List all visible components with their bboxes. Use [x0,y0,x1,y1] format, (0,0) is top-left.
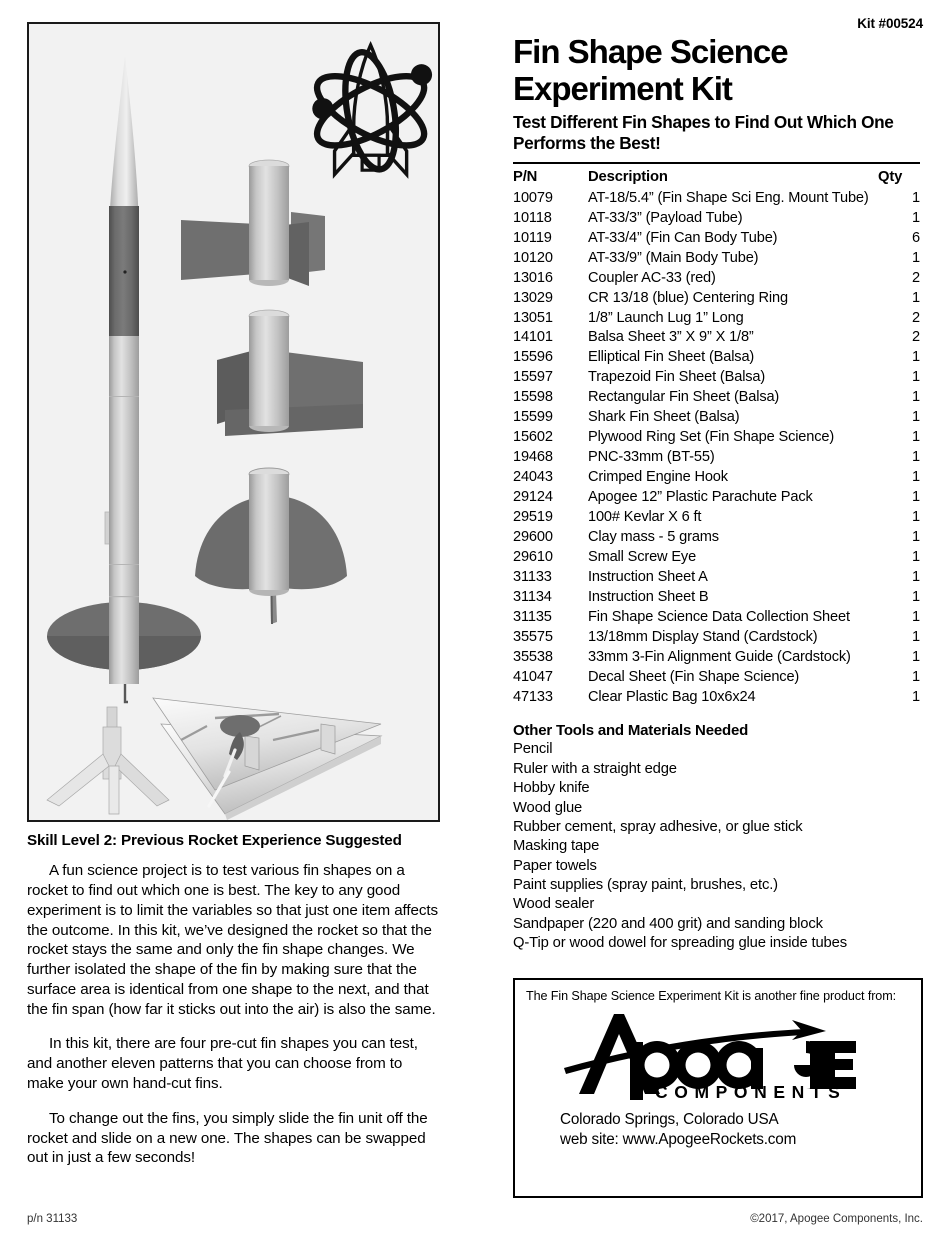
table-row [513,687,920,707]
skill-level-heading: Skill Level 2: Previous Rocket Experience Suggested [27,832,402,849]
list-item: Rubber cement, spray adhesive, or glue stick [513,818,803,835]
cell-pn: 10079 [513,189,553,206]
parts-table-head [513,169,920,188]
table-row [513,488,920,508]
cell-description: PNC-33mm (BT-55) [588,449,715,466]
table-row [513,388,920,408]
cell-description: AT-33/4” (Fin Can Body Tube) [588,229,778,246]
cell-description: Coupler AC-33 (red) [588,269,716,286]
list-item: Q-Tip or wood dowel for spreading glue inside tubes [513,935,847,952]
cell-description: Crimped Engine Hook [588,469,728,486]
cell-qty: 1 [912,629,920,645]
cell-pn: 13029 [513,289,553,306]
table-row [513,268,920,288]
cell-qty: 1 [912,509,920,526]
cell-description: Small Screw Eye [588,549,697,566]
cell-description: 1/8” Launch Lug 1” Long [588,309,744,326]
cell-pn: 15598 [513,389,553,406]
cell-qty: 1 [912,189,920,206]
tools-list [513,740,923,953]
list-item: Wood glue [513,799,583,816]
cell-pn: 14101 [513,329,553,346]
cell-pn: 10118 [513,209,552,226]
cell-description: CR 13/18 (blue) Centering Ring [588,289,788,306]
cell-qty: 6 [912,229,920,246]
column-header-pn: P/N [513,169,538,186]
table-row [513,508,920,528]
cell-qty: 1 [912,668,920,685]
cell-description: Decal Sheet (Fin Shape Science) [588,668,800,685]
cell-qty: 2 [912,309,920,326]
cell-pn: 29610 [513,549,553,566]
table-row [513,408,920,428]
table-row [513,308,920,328]
table-row [513,548,920,568]
cell-pn: 31135 [513,609,552,626]
table-row [513,328,920,348]
cell-description: 33mm 3-Fin Alignment Guide (Cardstock) [588,648,851,665]
table-row [513,628,920,648]
cell-pn: 29519 [513,509,553,526]
table-row [513,188,920,208]
cell-qty: 1 [912,489,920,506]
cell-pn: 31134 [513,589,552,606]
cell-qty: 1 [912,569,920,586]
cell-qty: 1 [912,449,920,466]
page-title: Fin Shape Science Experiment Kit [513,33,788,107]
cell-qty: 1 [912,209,920,226]
cell-description: Clear Plastic Bag 10x6x24 [588,688,756,705]
cell-pn: 13051 [513,309,553,326]
cell-description: Trapezoid Fin Sheet (Balsa) [588,369,766,386]
cell-qty: 1 [912,529,920,546]
table-row [513,667,920,687]
cell-description: Clay mass - 5 grams [588,529,719,546]
cell-pn: 29600 [513,529,553,546]
cell-pn: 10119 [513,229,552,246]
parts-table-header-row [513,169,920,188]
cell-pn: 35538 [513,648,553,665]
parts-table-body [513,188,920,707]
cell-pn: 15596 [513,349,553,366]
table-row [513,448,920,468]
cell-qty: 2 [912,329,920,346]
footer-copyright: ©2017, Apogee Components, Inc. [750,1213,923,1225]
apogee-contact [526,1110,910,1150]
list-item: Pencil [513,741,553,758]
apogee-branding-box [513,978,923,1198]
cell-qty: 1 [912,369,920,386]
list-item: Hobby knife [513,780,590,797]
apogee-address-line: Colorado Springs, Colorado USA [560,1111,779,1129]
footer-part-number: p/n 31133 [27,1213,78,1225]
list-item: Paper towels [513,857,597,874]
cell-description: Instruction Sheet B [588,589,709,606]
cell-pn: 24043 [513,469,553,486]
cell-qty: 1 [912,469,920,486]
table-row [513,588,920,608]
cell-description: Rectangular Fin Sheet (Balsa) [588,389,780,406]
cell-description: Fin Shape Science Data Collection Sheet [588,609,850,626]
apogee-logo-subtext: COMPONENTS [655,1082,847,1101]
table-row [513,368,920,388]
table-row [513,608,920,628]
cell-qty: 2 [912,269,920,286]
cell-description: Balsa Sheet 3” X 9” X 1/8” [588,329,754,346]
cell-description: 100# Kevlar X 6 ft [588,509,702,526]
cell-qty: 1 [912,648,920,665]
cell-pn: 19468 [513,449,553,466]
intro-paragraph-1: A fun science project is to test various fin shapes on a rocket to find out which one is best. The key to any good experiment is to limit the variables so that just one item affects the outcome. In this kit, we’ve designed the rocket so that the rocket stays the same and only the fin shape changes. We further isolated the shape of the fin by making sure that the surface area is identical from one shape to the next, and that the fin span (how far it sticks out into the air) is also the same. [27,862,438,1018]
kit-number: Kit #00524 [857,16,923,31]
cell-pn: 31133 [513,569,552,586]
tools-heading: Other Tools and Materials Needed [513,722,749,740]
table-row [513,568,920,588]
cell-pn: 13016 [513,269,553,286]
rocket-illustration-svg [29,24,438,820]
cell-pn: 35575 [513,629,553,645]
cell-pn: 41047 [513,668,553,685]
table-row [513,528,920,548]
cell-pn: 47133 [513,688,553,705]
cell-pn: 10120 [513,249,553,266]
cell-description: Apogee 12” Plastic Parachute Pack [588,489,813,506]
intro-paragraph-2: In this kit, there are four pre-cut fin shapes you can test, and another eleven patterns that you can choose from to make your own hand-cut fins. [27,1035,418,1092]
cell-pn: 15602 [513,429,553,446]
cell-qty: 1 [912,389,920,406]
cell-description: AT-33/9” (Main Body Tube) [588,249,759,266]
list-item: Sandpaper (220 and 400 grit) and sanding block [513,915,823,932]
apogee-logo-svg [558,1008,858,1100]
cell-description: Elliptical Fin Sheet (Balsa) [588,349,755,366]
cell-qty: 1 [912,409,920,426]
cell-qty: 1 [912,609,920,626]
apogee-logo [526,1008,910,1105]
cell-qty: 1 [912,688,920,705]
table-row [513,428,920,448]
table-row [513,468,920,488]
parts-list-table [513,169,920,707]
list-item: Paint supplies (spray paint, brushes, etc.) [513,877,778,893]
table-row [513,208,920,228]
table-row [513,288,920,308]
table-row [513,647,920,667]
column-header-qty: Qty [878,169,903,186]
cell-qty: 1 [912,289,920,306]
list-item: Wood sealer [513,896,595,913]
cell-pn: 15599 [513,409,553,426]
rocket-illustration [27,22,440,822]
cell-qty: 1 [912,349,920,366]
cell-pn: 15597 [513,369,553,386]
cell-description: Shark Fin Sheet (Balsa) [588,409,740,426]
cell-description: 13/18mm Display Stand (Cardstock) [588,629,818,645]
list-item: Masking tape [513,838,600,855]
cell-description: AT-18/5.4” (Fin Shape Sci Eng. Mount Tube) [588,189,869,206]
list-item: Ruler with a straight edge [513,760,677,777]
table-row [513,348,920,368]
page-subtitle: Test Different Fin Shapes to Find Out Which One Performs the Best! [513,111,894,153]
cell-qty: 1 [912,429,920,446]
cell-description: Instruction Sheet A [588,569,708,586]
right-column [513,16,923,954]
cell-qty: 1 [912,589,920,606]
apogee-blurb: The Fin Shape Science Experiment Kit is another fine product from: [526,989,897,1003]
title-divider [513,162,920,164]
cell-description: AT-33/3” (Payload Tube) [588,209,743,226]
cell-qty: 1 [912,249,920,266]
cell-qty: 1 [912,549,920,566]
column-header-description: Description [588,169,668,186]
table-row [513,248,920,268]
cell-description: Plywood Ring Set (Fin Shape Science) [588,429,835,446]
left-column [27,22,440,1183]
intro-paragraph-3: To change out the fins, you simply slide the fin unit off the rocket and slide on a new one. The shapes can be swapped out in just a few seconds! [27,1109,428,1167]
table-row [513,228,920,248]
apogee-website-line[interactable]: web site: www.ApogeeRockets.com [560,1130,797,1148]
cell-pn: 29124 [513,489,553,506]
